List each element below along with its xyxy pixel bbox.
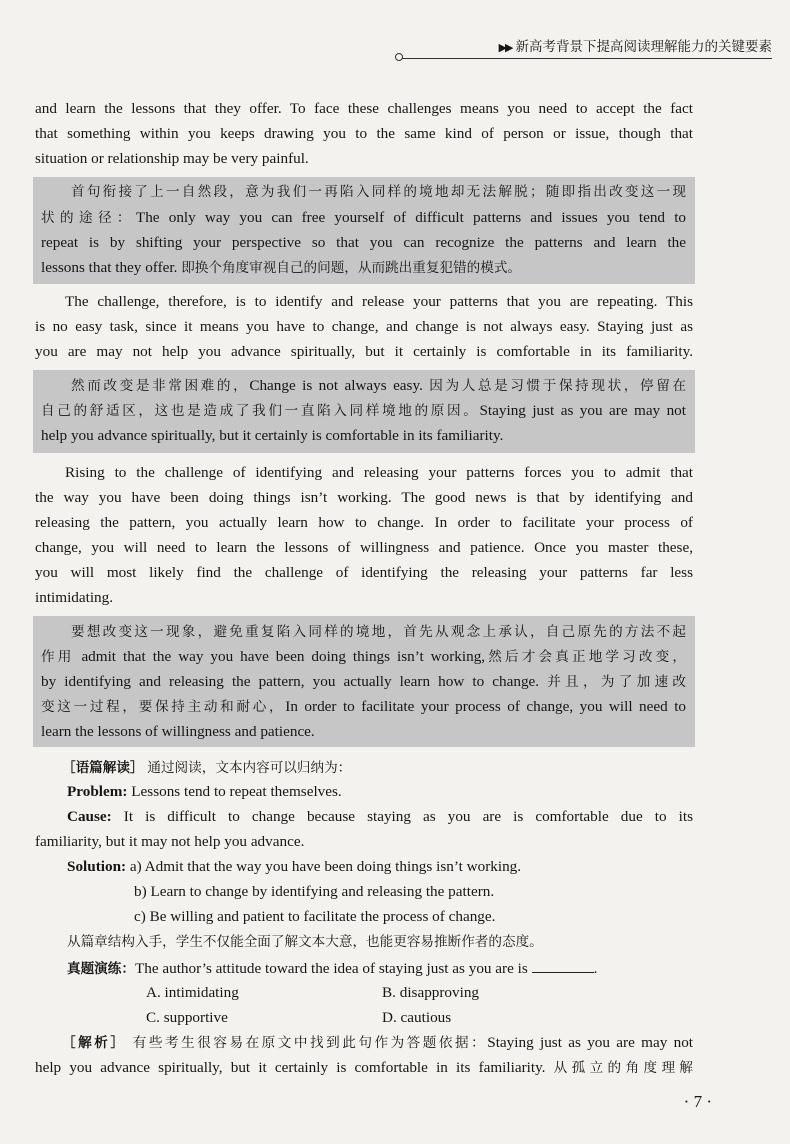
explanation-line: help you advance spiritually, but it certainly is comfortable in its familiarity. 从孤立的角度理解 xyxy=(35,1059,694,1076)
annotation-box xyxy=(33,616,695,747)
running-header xyxy=(400,36,772,59)
annotation-box xyxy=(33,370,695,453)
text-line: you will most likely find the challenge of identifying the releasing your patterns far less xyxy=(35,564,693,581)
option-b: B. disapproving xyxy=(382,984,480,1001)
cause-line: Cause: It is difficult to change because staying as you are is comfortable due to its xyxy=(67,808,693,825)
note-line: help you advance spiritually, but it certainly is comfortable in its familiarity. xyxy=(41,427,504,444)
note-line: 要想改变这一现象，避免重复陷入同样的境地，首先从观念上承认，自己原先的方法不起 xyxy=(71,624,686,640)
note-line: learn the lessons of willingness and patience. xyxy=(41,723,315,740)
solution-line: b) Learn to change by identifying and releasing the pattern. xyxy=(134,883,495,900)
text-line: you are may not help you advance spiritually, but it certainly is comfortable in its familiarity. xyxy=(35,343,693,360)
cause-line: familiarity, but it may not help you advance. xyxy=(35,833,305,850)
text-line: Rising to the challenge of identifying and releasing your patterns forces you to admit that xyxy=(65,464,693,481)
explanation-line: ［解析］ 有些考生很容易在原文中找到此句作为答题依据：Staying just as you are may not xyxy=(62,1034,694,1051)
header-title: 新高考背景下提高阅读理解能力的关键要素 xyxy=(515,39,772,55)
note-line: 自己的舒适区，这也是造成了我们一直陷入同样境地的原因。Staying just as you are may not xyxy=(41,402,687,419)
option-c: C. supportive xyxy=(146,1009,228,1026)
solution-line: Solution: a) Admit that the way you have been doing things isn’t working. xyxy=(67,858,522,875)
text-line: The challenge, therefore, is to identify and release your patterns that you are repeating. This xyxy=(65,293,693,310)
page-number: · 7 · xyxy=(683,1092,712,1111)
note-line: 然而改变是非常困难的，Change is not always easy. 因为人总是习惯于保持现状，停留在 xyxy=(71,377,687,394)
text-line: is no easy task, since it means you have to change, and change is not always easy. Staying just as xyxy=(35,318,693,335)
double-arrow-icon: ▶▶ xyxy=(498,41,512,54)
text-line: releasing the pattern, you actually learn how to change. In order to facilitate your process of xyxy=(35,514,693,531)
text-line: intimidating. xyxy=(35,589,114,606)
header-circle-icon xyxy=(395,53,403,61)
text-line: change, you will need to learn the lessons of willingness and patience. Once you master these, xyxy=(35,539,693,556)
note-line: repeat is by shifting your perspective so that you can recognize the patterns and learn the xyxy=(41,234,686,251)
text-line: situation or relationship may be very painful. xyxy=(35,150,309,167)
note-line: 作用 admit that the way you have been doing things isn’t working,然后才会真正地学习改变， xyxy=(41,648,686,665)
option-d: D. cautious xyxy=(382,1009,452,1026)
analysis-heading: ［语篇解读］ 通过阅读，文本内容可以归纳为： xyxy=(62,760,352,776)
note-line: 状的途径：The only way you can free yourself of difficult patterns and issues you tend to xyxy=(41,209,687,226)
text-line: and learn the lessons that they offer. To face these challenges means you need to accept the fact xyxy=(35,100,693,117)
annotation-box xyxy=(33,177,695,284)
solution-line: c) Be willing and patient to facilitate the process of change. xyxy=(134,908,496,925)
text-line: that something within you keeps drawing you to the same kind of person or issue, though that xyxy=(35,125,693,142)
text-line: the way you have been doing things isn’t working. The good news is that by identifying and xyxy=(35,489,693,506)
summary-line: 从篇章结构入手，学生不仅能全面了解文本大意，也能更容易推断作者的态度。 xyxy=(67,934,543,950)
note-line: 首句衔接了上一自然段，意为我们一再陷入同样的境地却无法解脱；随即指出改变这一现 xyxy=(71,184,686,200)
option-a: A. intimidating xyxy=(146,984,239,1001)
note-line: by identifying and releasing the pattern, you actually learn how to change. 并且，为了加速改 xyxy=(41,673,687,690)
note-line: lessons that they offer. 即换个角度审视自己的问题，从而跳出重复犯错的模式。 xyxy=(41,259,522,276)
question-line: 真题演练：The author’s attitude toward the idea of staying just as you are is . xyxy=(67,960,598,977)
note-line: 变这一过程，要保持主动和耐心，In order to facilitate your process of change, you will need to xyxy=(41,698,687,715)
answer-blank xyxy=(532,958,594,973)
problem-line: Problem: Lessons tend to repeat themselves. xyxy=(67,783,342,800)
